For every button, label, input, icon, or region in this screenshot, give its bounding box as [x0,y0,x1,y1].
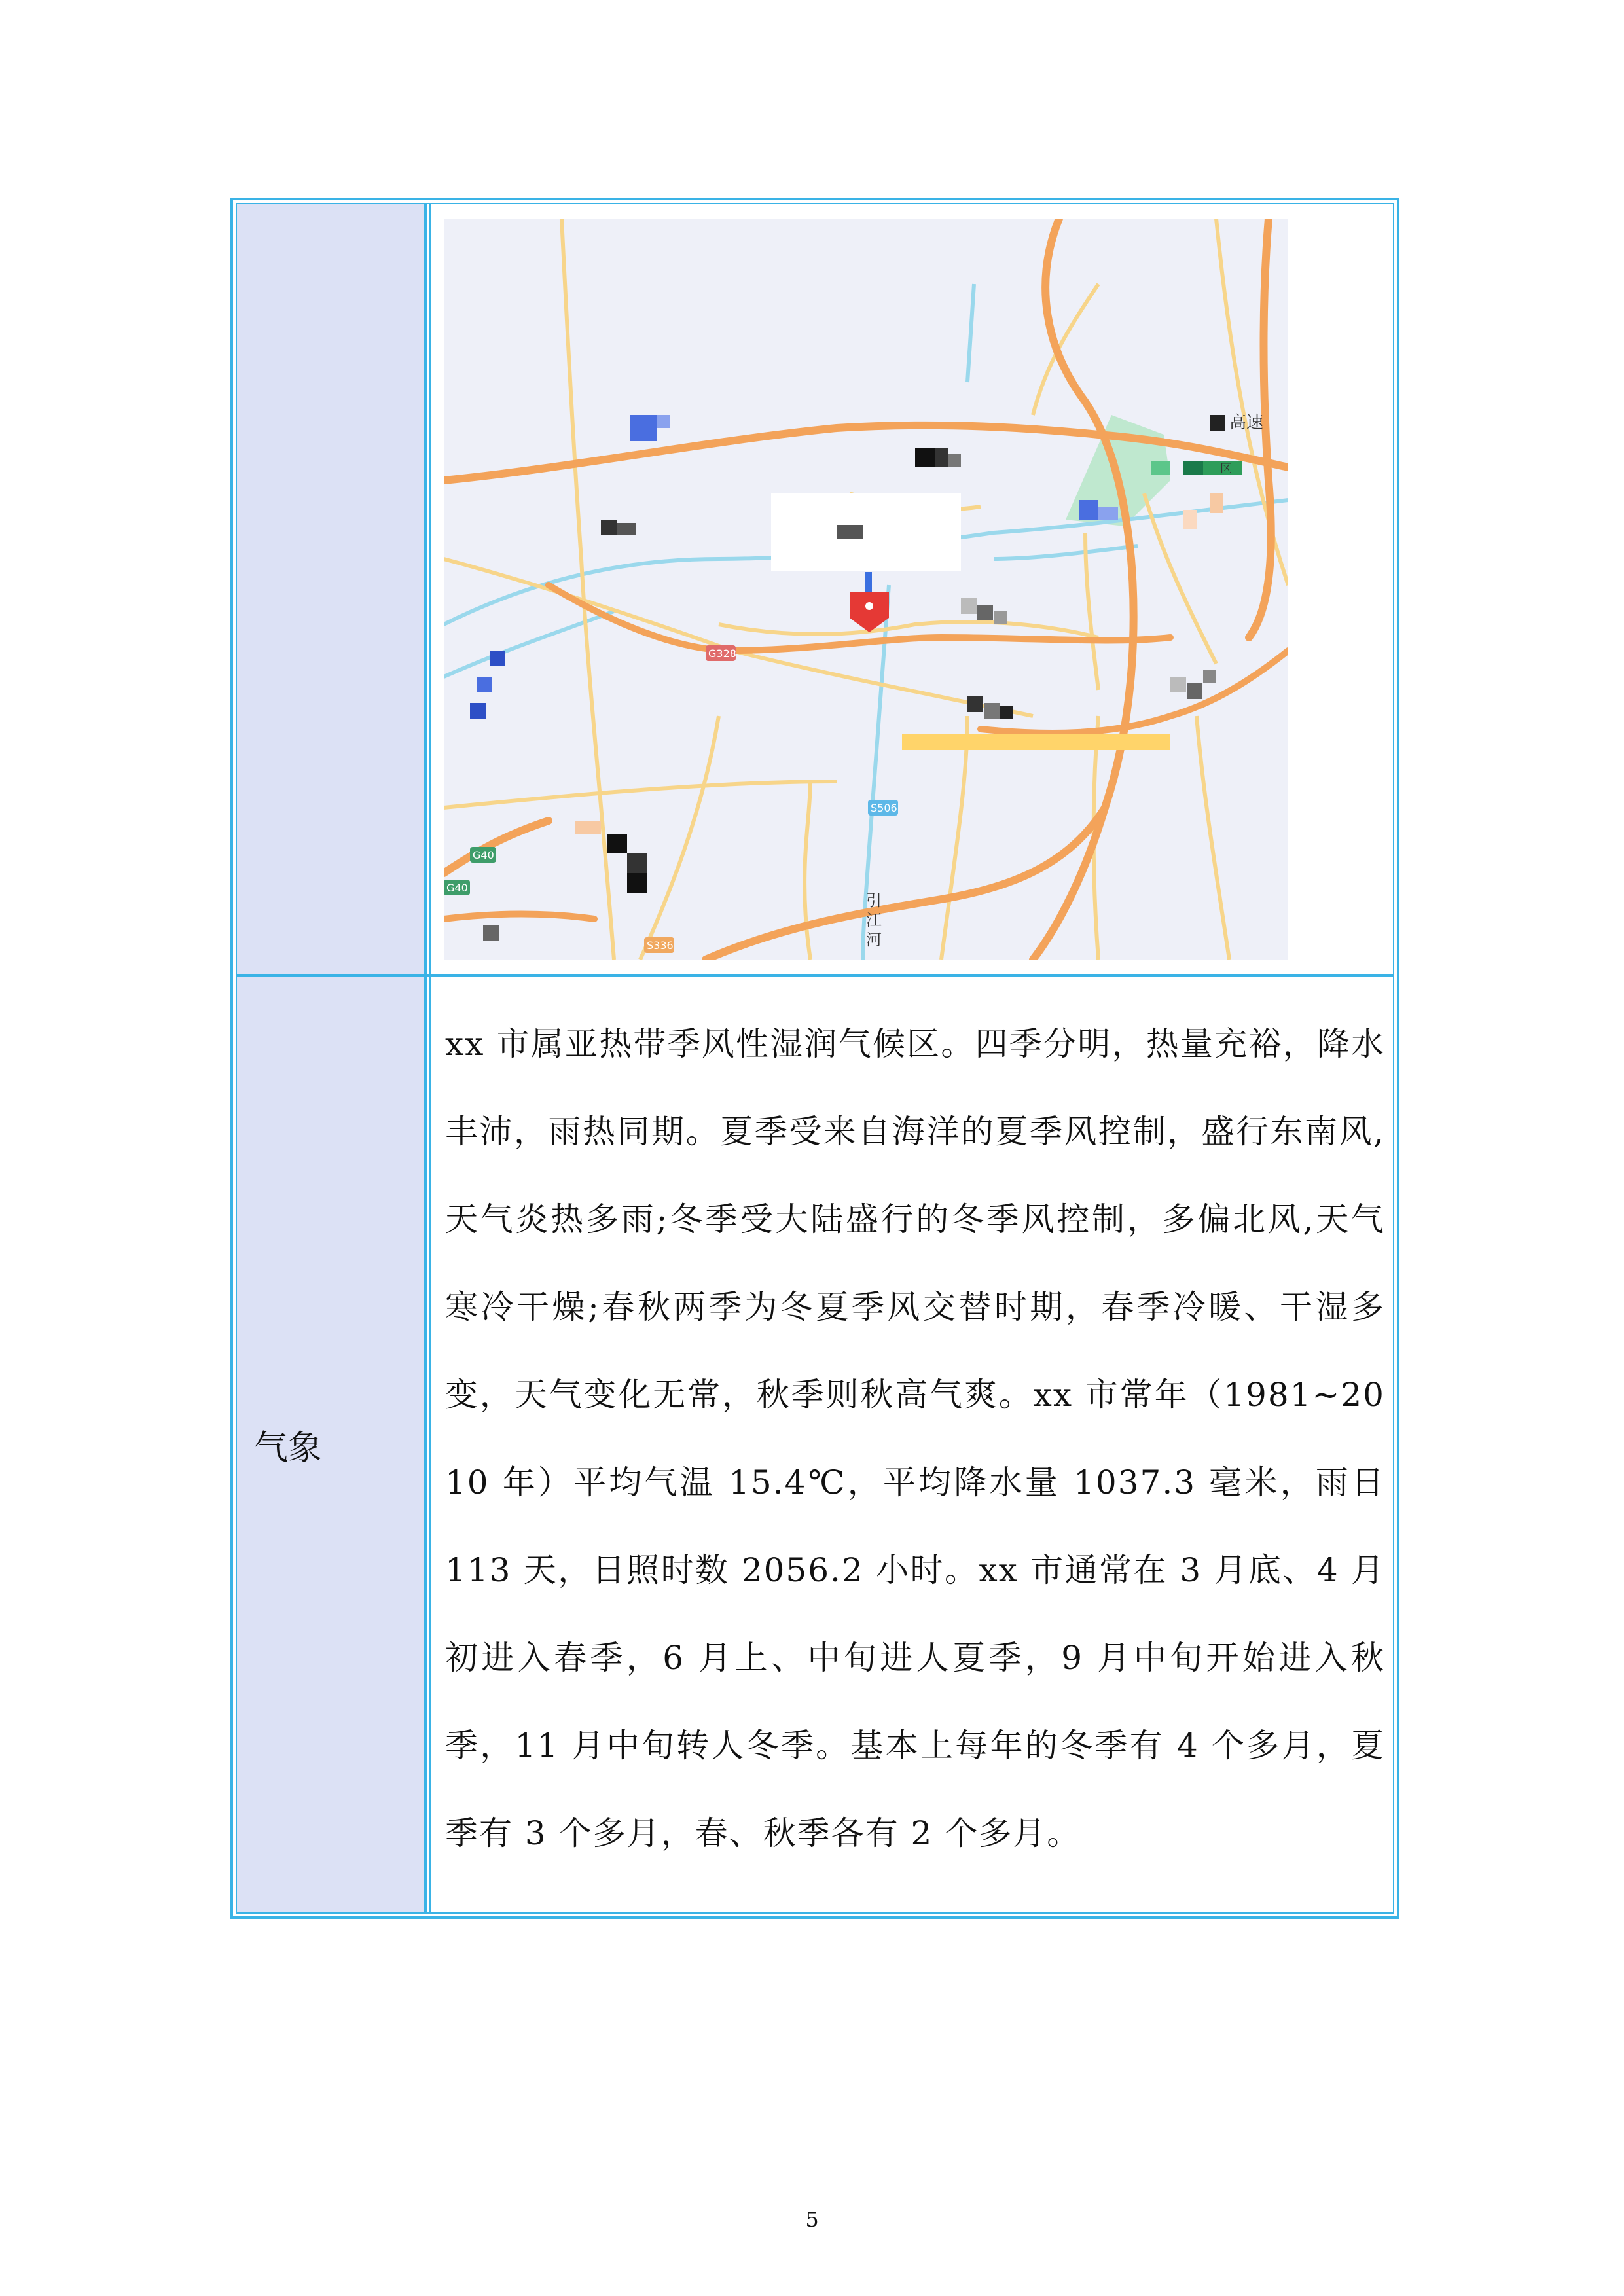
map-graphic [444,219,1288,960]
table-row-weather [237,977,1393,1912]
table-inner-border [236,203,1394,1914]
river-label-2: 江 [866,911,882,929]
info-table [230,198,1399,1919]
weather-description: xx 市属亚热带季风性湿润气候区。四季分明，热量充裕，降水丰沛，雨热同期。夏季受来自海洋的夏季风控制，盛行东南风,天气炎热多雨;冬季受大陆盛行的冬季风控制，多偏北风,天气寒冷干燥;春秋两季为冬夏季风交替时期，春季冷暖、干湿多变，天气变化无常，秋季则秋高气爽。xx 市常年（1981~2010 年）平均气温 15.4℃，平均降水量 1037.3 毫米，雨日 113 天，日照时数 2056.2 小时。xx 市通常在 3 月底、4 月初进入春季，6 月上、中旬进人夏季，9 月中旬开始进入秋季，11 月中旬转人冬季。基本上每年的冬季有 4 个多月，夏季有 3 个多月，春、秋季各有 2 个多月。 [445,1025,1385,1852]
table-row-map [237,204,1393,977]
road-label-s336: S336 [647,939,674,952]
road-label-g40-a: G40 [473,849,494,861]
road-label-g40-b: G40 [446,882,468,894]
page-number: 5 [805,2207,819,2232]
map-label-redacted [837,525,863,539]
row-label-weather: 气象 [254,1428,323,1468]
place-label-gaosu: 高速 [1229,413,1264,433]
map-cell [429,204,1393,974]
row-label-cell [237,977,427,1912]
road-label-g328: G328 [708,647,736,660]
location-map [444,219,1288,960]
location-pin-icon [850,572,889,632]
map-label-box [771,493,961,571]
weather-text-cell [429,977,1393,1912]
row-label-cell [237,204,427,974]
place-label-qu: 区 [1220,462,1232,476]
river-label-3: 河 [866,931,882,949]
road-label-s506: S506 [871,802,897,814]
river-label-1: 引 [866,891,882,910]
